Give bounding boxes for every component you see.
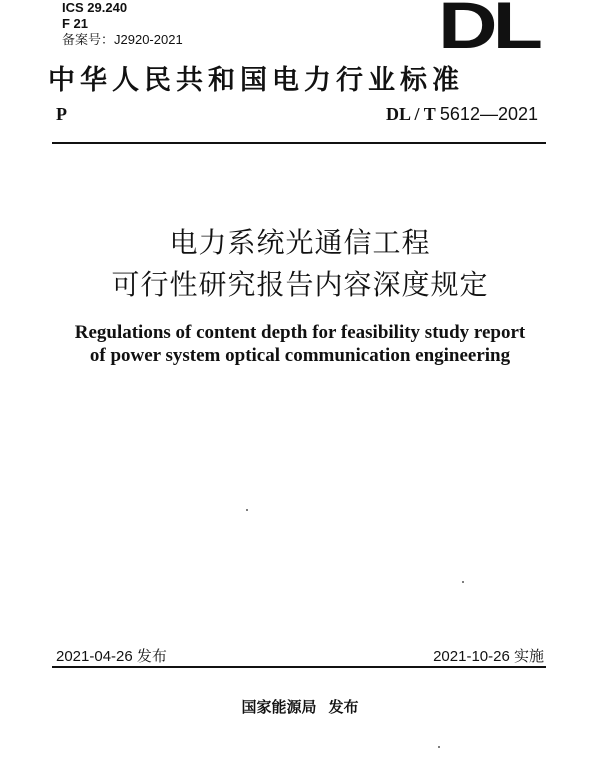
publisher-line <box>0 696 600 717</box>
ics-code: ICS 29.240 <box>62 0 128 15</box>
header-divider <box>52 142 546 144</box>
scan-speck <box>462 581 464 583</box>
dl-logo: DL <box>438 0 538 62</box>
record-number: 备案号：J2920-2021 <box>62 32 183 47</box>
standard-number-prefix: DL / T <box>386 104 436 124</box>
publisher-name: 国家能源局 <box>241 698 317 716</box>
classification-code: F 21 <box>62 16 89 31</box>
standard-number-suffix: 5612—2021 <box>439 104 538 124</box>
footer-divider <box>52 666 546 668</box>
implementation-date: 2021-10-26 实施 <box>433 648 544 665</box>
scan-speck <box>246 509 248 511</box>
scan-speck <box>438 746 440 748</box>
document-title-zh-line1: 电力系统光通信工程 <box>169 226 431 259</box>
standard-number <box>386 104 538 125</box>
standard-category: P <box>56 104 67 124</box>
issue-date: 2021-04-26 发布 <box>56 648 167 665</box>
standard-title: 中华人民共和国电力行业标准 <box>48 65 464 96</box>
document-title-en-line1: Regulations of content depth for feasibility study report <box>74 322 526 343</box>
document-title-zh-line2: 可行性研究报告内容深度规定 <box>111 268 489 301</box>
document-title-en-line2: of power system optical communication engineering <box>89 345 511 366</box>
publisher-action: 发布 <box>328 698 359 716</box>
